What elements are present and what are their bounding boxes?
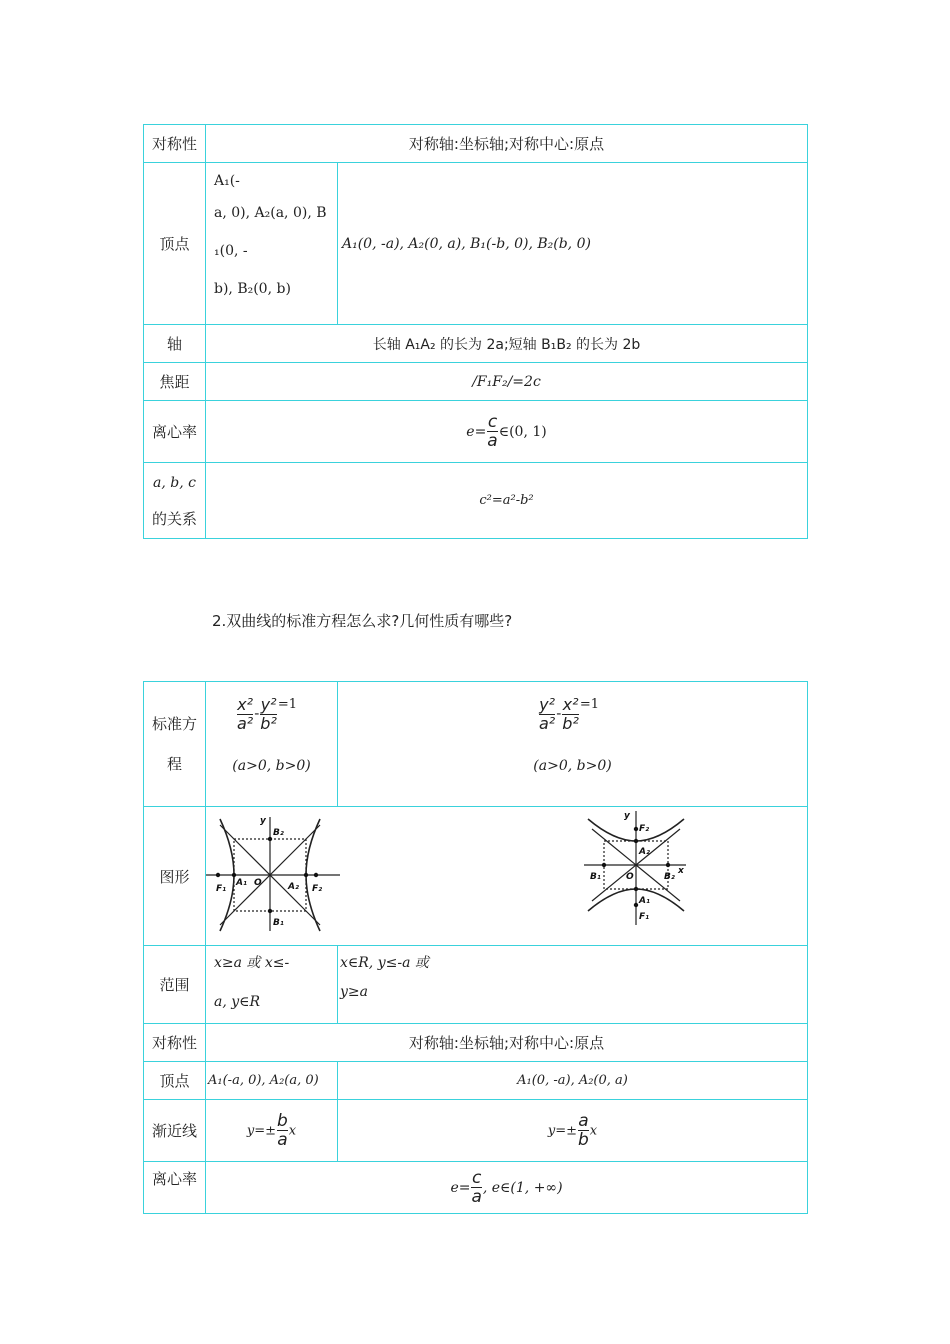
label-symmetry: 对称性 — [144, 125, 206, 163]
eq-den: a² — [539, 713, 556, 733]
label-o: O — [254, 878, 262, 888]
eq-num: x² — [237, 695, 254, 714]
row-symmetry — [144, 125, 808, 163]
point-a1 — [232, 873, 236, 877]
label-a1: A₁ — [236, 878, 247, 888]
vertex-right: A₁(0, -a), A₂(0, a) — [338, 1062, 808, 1100]
label-f1: F₁ — [216, 884, 227, 894]
ecc-fraction — [487, 411, 498, 451]
point-f1 — [634, 903, 638, 907]
label-b1: B₁ — [590, 872, 601, 882]
eq-frac — [260, 696, 277, 732]
value-focal: /F₁F₂/=2c — [206, 363, 808, 401]
label-vertex: 顶点 — [144, 163, 206, 325]
eq-num: y² — [539, 695, 556, 714]
asym-num: a — [578, 1110, 589, 1131]
ecc-prefix: e= — [466, 423, 487, 440]
asym-right — [338, 1100, 808, 1162]
eq-frac — [237, 696, 253, 732]
label-f2: F₂ — [312, 884, 323, 894]
value-abc: c²=a²-b² — [206, 463, 808, 539]
vertex-left-line: a, 0), A₂(a, 0), B — [214, 205, 327, 221]
ecc-suffix: ∈(0, 1) — [498, 423, 547, 440]
eq-num: x² — [562, 695, 579, 714]
label-vertex: 顶点 — [144, 1062, 206, 1100]
value-axis: 长轴 A₁A₂ 的长为 2a;短轴 B₁B₂ 的长为 2b — [206, 325, 808, 363]
value-symmetry: 对称轴:坐标轴;对称中心:原点 — [206, 125, 808, 163]
asym-suffix: x — [589, 1123, 598, 1138]
ecc-den: a — [471, 1186, 482, 1207]
point-a2 — [304, 873, 308, 877]
graph-cell — [206, 807, 808, 946]
eq-minus: - — [556, 704, 562, 723]
row-graph — [144, 807, 808, 946]
label-symmetry: 对称性 — [144, 1024, 206, 1062]
std-eq-left — [206, 682, 338, 807]
label-y: y — [624, 811, 630, 821]
row-standard-equation — [144, 682, 808, 807]
range-right-line: y≥a — [340, 984, 368, 1000]
asym-prefix: y=± — [246, 1123, 276, 1138]
label-asymptote: 渐近线 — [144, 1100, 206, 1162]
question-heading: 2.双曲线的标准方程怎么求?几何性质有哪些? — [212, 612, 513, 630]
cond-left: (a>0, b>0) — [232, 758, 311, 775]
asym-left — [206, 1100, 338, 1162]
label-focal: 焦距 — [144, 363, 206, 401]
label-b1: B₁ — [273, 918, 284, 928]
eq-frac — [562, 696, 579, 732]
row-axis — [144, 325, 808, 363]
row-range — [144, 946, 808, 1024]
ecc-suffix: , e∈(1, +∞) — [482, 1179, 563, 1196]
range-left-line: a, y∈R — [214, 994, 261, 1010]
vertex-left-line: A₁(- — [214, 173, 240, 189]
label-f1: F₁ — [639, 912, 650, 922]
label-b2: B₂ — [664, 872, 675, 882]
label-a2: A₂ — [288, 882, 299, 892]
asym-den: b — [578, 1129, 589, 1150]
asym-den: a — [277, 1129, 288, 1150]
row-symmetry — [144, 1024, 808, 1062]
asym-num: b — [277, 1110, 288, 1131]
row-abc-relation — [144, 463, 808, 539]
eq-minus: - — [254, 704, 260, 723]
label-f2: F₂ — [639, 824, 650, 834]
vertex-left-line: b), B₂(0, b) — [214, 281, 291, 297]
range-left-line: x≥a 或 x≤- — [214, 955, 290, 971]
point-f1 — [216, 873, 220, 877]
ecc-fraction — [471, 1167, 482, 1207]
label-y: y — [260, 816, 266, 826]
eq-rhs: =1 — [579, 697, 600, 713]
vertex-left — [206, 163, 338, 325]
label-abc — [144, 463, 206, 539]
asym-fraction — [578, 1110, 589, 1150]
label-standard-equation — [144, 682, 206, 807]
point-b2 — [268, 837, 272, 841]
point-f2 — [314, 873, 318, 877]
row-asymptote — [144, 1100, 808, 1162]
ecc-num: c — [471, 1167, 482, 1188]
label-o: O — [626, 872, 634, 882]
point-b1 — [268, 909, 272, 913]
point-b2 — [666, 863, 670, 867]
point-b1 — [602, 863, 606, 867]
row-eccentricity — [144, 1162, 808, 1214]
row-vertex — [144, 163, 808, 325]
label-eccentricity: 离心率 — [144, 401, 206, 463]
value-eccentricity — [206, 401, 808, 463]
cond-right: (a>0, b>0) — [533, 758, 612, 775]
range-right-line: x∈R, y≤-a 或 — [340, 955, 429, 971]
label-b2: B₂ — [273, 828, 284, 838]
value-eccentricity — [206, 1162, 808, 1214]
label-axis: 轴 — [144, 325, 206, 363]
label-std-line1: 标准方 — [151, 715, 197, 733]
label-abc-line1: a, b, c — [153, 474, 196, 491]
point-f2 — [634, 827, 638, 831]
point-a1 — [634, 887, 638, 891]
range-right — [338, 946, 808, 1024]
asym-suffix: x — [288, 1123, 297, 1138]
eq-den: b² — [562, 713, 579, 733]
value-symmetry: 对称轴:坐标轴;对称中心:原点 — [206, 1024, 808, 1062]
eq-frac — [539, 696, 555, 732]
hyperbola-properties-table — [143, 681, 808, 1214]
vertex-right: A₁(0, -a), A₂(0, a), B₁(-b, 0), B₂(b, 0) — [338, 163, 808, 325]
hyperbola-y-graph — [584, 809, 688, 927]
range-left — [206, 946, 338, 1024]
eq-rhs: =1 — [277, 697, 298, 713]
label-range: 范围 — [144, 946, 206, 1024]
equation-left — [206, 696, 337, 732]
std-eq-right — [338, 682, 808, 807]
label-graph: 图形 — [144, 807, 206, 946]
label-x: x — [678, 866, 684, 876]
label-a1: A₁ — [639, 896, 650, 906]
label-eccentricity: 离心率 — [144, 1162, 206, 1214]
equation-right — [338, 696, 807, 732]
point-a2 — [634, 839, 638, 843]
label-std-line2: 程 — [166, 755, 182, 773]
row-focal — [144, 363, 808, 401]
label-a2: A₂ — [639, 847, 650, 857]
hyperbola-x-graph — [206, 813, 342, 933]
vertex-left: A₁(-a, 0), A₂(a, 0) — [206, 1062, 338, 1100]
ellipse-properties-table — [143, 124, 808, 539]
eq-den: a² — [237, 713, 254, 733]
ecc-num: c — [487, 411, 498, 432]
label-abc-line2: 的关系 — [151, 509, 197, 528]
ecc-prefix: e= — [450, 1179, 471, 1196]
eq-den: b² — [260, 713, 277, 733]
vertex-left-line: ₁(0, - — [214, 243, 248, 259]
ecc-den: a — [487, 430, 498, 451]
eq-num: y² — [260, 695, 277, 714]
row-vertex — [144, 1062, 808, 1100]
asym-prefix: y=± — [547, 1123, 577, 1138]
asym-fraction — [277, 1110, 288, 1150]
row-eccentricity — [144, 401, 808, 463]
